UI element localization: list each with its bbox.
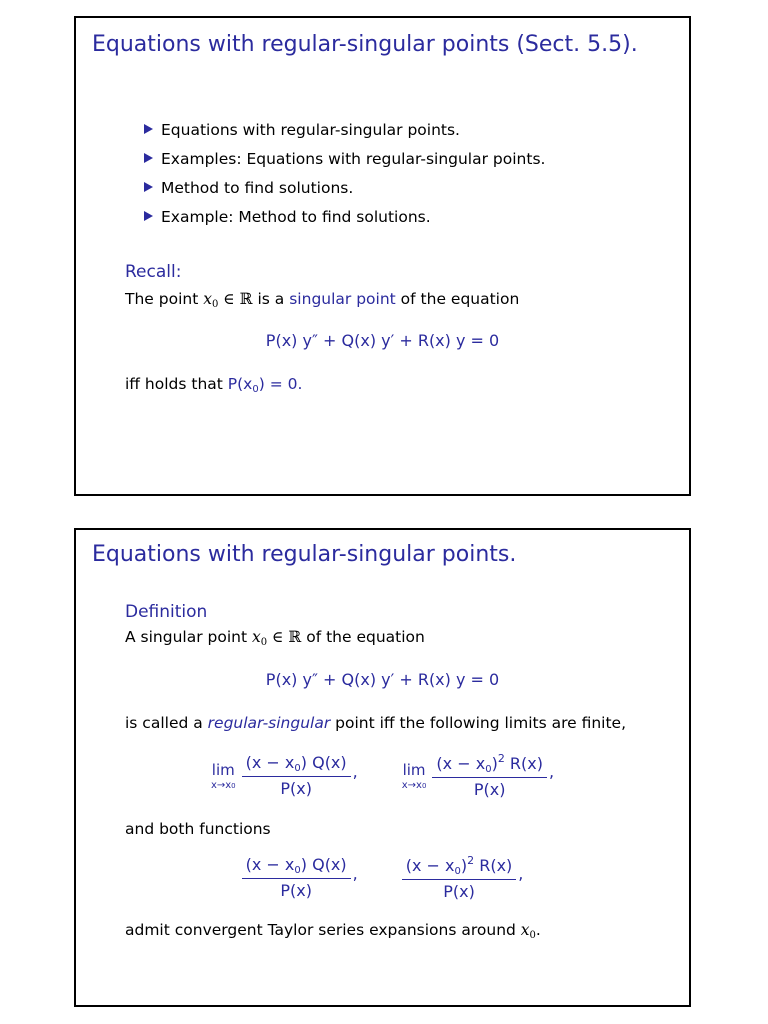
list-item: Example: Method to find solutions.: [144, 205, 545, 234]
and-both-text: and both functions: [125, 820, 271, 838]
list-item: Examples: Equations with regular-singular points.: [144, 147, 545, 176]
slide-2-title: Equations with regular-singular points.: [92, 542, 517, 567]
ode-equation: P(x) y″ + Q(x) y′ + R(x) y = 0: [265, 331, 500, 350]
bullet-triangle-icon: [144, 124, 153, 134]
fraction-r: $\frac{(x - x_0)^2 R(x)}{P(x)}$: [402, 854, 517, 901]
limit-operator: lim x→x0: [210, 760, 236, 791]
iff-condition: iff holds that $P(x_0) = 0$.: [125, 375, 303, 395]
fraction-r: $\frac{(x - x_0)^2 R(x)}{P(x)}$: [432, 752, 547, 799]
limit-operator: lim x→x0: [401, 760, 427, 791]
bullet-triangle-icon: [144, 211, 153, 221]
list-item: Equations with regular-singular points.: [144, 118, 545, 147]
regular-singular-definition: is called a regular-singular point iff the following limits are finite,: [125, 714, 627, 732]
fraction-q: $\frac{(x - x_0) Q(x)}{P(x)}$: [242, 855, 351, 900]
slide-1-title: Equations with regular-singular points (Sect. 5.5).: [92, 32, 638, 57]
recall-text: The point $x_0$ ∈ ℝ is a singular point of the equation: [125, 290, 520, 310]
bullet-triangle-icon: [144, 153, 153, 163]
definition-text: A singular point $x_0$ ∈ ℝ of the equation: [125, 628, 425, 648]
ode-equation: P(x) y″ + Q(x) y′ + R(x) y = 0: [265, 670, 500, 689]
singular-point-term: singular point: [289, 290, 396, 308]
list-item: Method to find solutions.: [144, 176, 545, 205]
fraction-q: $\frac{(x - x_0) Q(x)}{P(x)}$: [242, 753, 351, 798]
limits-row: lim x→x0 $\frac{(x - x_0) Q(x)}{P(x)}$ , lim x→x0 $\frac{(x - x_0)^2 R(x)}{P(x)}$ ,: [210, 752, 555, 799]
bullet-triangle-icon: [144, 182, 153, 192]
regular-singular-term: regular-singular: [207, 714, 331, 732]
functions-row: $\frac{(x - x_0) Q(x)}{P(x)}$ , $\frac{(x - x_0)^2 R(x)}{P(x)}$ ,: [76, 854, 689, 901]
slide-1: [74, 16, 691, 496]
definition-heading: Definition: [125, 602, 208, 622]
recall-heading: Recall:: [125, 262, 182, 282]
taylor-text: admit convergent Taylor series expansions around $x_0$.: [125, 921, 541, 941]
outline-list: [144, 118, 545, 234]
slide-2: [74, 528, 691, 1007]
